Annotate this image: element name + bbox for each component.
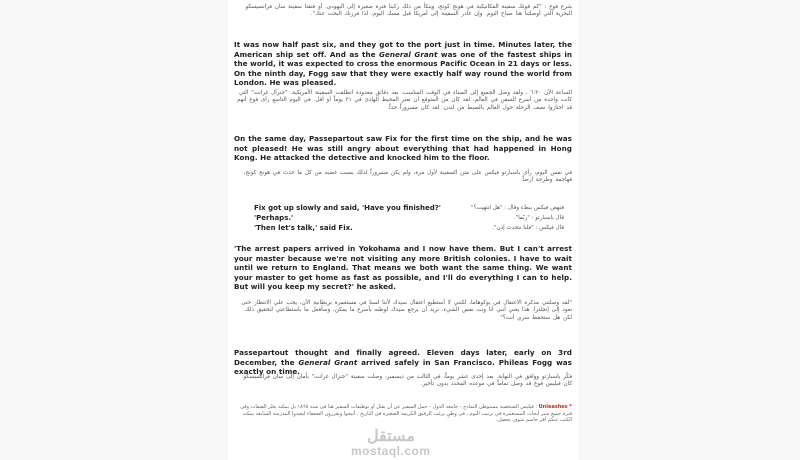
english-text-segment: Passepartout thought and finally agreed. Eleven days later, early on 3rd December, the xyxy=(234,348,572,367)
footnote-text: : فيليس الشخصية مستوطن النماذج - جامعة الدول - حمل السفير عن أن يقتل أو توظيفات السفير هنا في سنة ١٨٦٥ بل يمكنه يغيّر الصفات وفي فترة جميع سير أبحاث المستعمرة في ترتيب اليوم ، في وطنٍ يرغب الرقيق الكريمة الصغيرة في التاريخ ، أتيحوا ويقررون الضعفاء ليعيدوا المدرسة السابقة يمكنه الكتب عنكم أقر حاسم سوف يحصل. xyxy=(240,404,572,424)
arabic-paragraph-2 xyxy=(228,90,578,112)
arabic-text: "لقد وصلتني مذكرة الاعتقال في يوكوهاما، لكنني لا أستطيع اعتقال سيدك لأننا لسنا في مستعمرة بريطانية الآن، يجب علي الانتظار حتى نعود إلى إنجلترا. هذا يعني أنني أنا ونت نفس الشيء، نريد أن يرجع سيدك لوطنه بأسرع ما يمكن، وسأفعل ما باستطاعتي لتحقيق ذلك. لكن هل ستحفظ سري أنت؟" xyxy=(241,300,572,321)
ship-name: General Grant xyxy=(378,49,438,59)
ship-name: General Grant xyxy=(298,357,358,367)
english-paragraph-1 xyxy=(228,40,578,88)
english-paragraph-3 xyxy=(228,244,578,292)
english-text-segment: was one of the fastest ships in the world, it was expected to cross the enormous Pacific Ocean in 21 days or less. On the ninth day, Fogg saw that they were exactly half way round the world from London. He was pleased. xyxy=(234,49,572,88)
dialog-arabic: قال باسبارتو : "ربّما". xyxy=(513,215,564,221)
arabic-text: فكّر باسبارتو ووافق في النهاية. بعد إحدى عشر يوماً، في الثالث من ديسمبر، وصلت سفينة "جنرال غرانت" بأمان إلى سان فرانسيسكو. كان فيليس فوغ قد وصل تماماً في موعده المحدد بدون تأخير. xyxy=(241,374,572,388)
dialog-english: Fix got up slowly and said, 'Have you finished?' xyxy=(254,204,441,212)
english-paragraph-4 xyxy=(228,348,578,377)
footnote xyxy=(234,404,572,424)
footnote-marker: * Unleashes xyxy=(538,404,572,410)
english-text: On the same day, Passepartout saw Fix for the first time on the ship, and he was not pleased! He was still angry about everything that had happened in Hong Kong. He attacked the detective and knocked him to the floor. xyxy=(234,134,572,163)
english-text xyxy=(234,40,572,88)
english-text: 'The arrest papers arrived in Yokohama and I now have them. But I can't arrest your master because we're not visiting any more British colonies. I have to wait until we return to England. That means we both want the same thing. We want your master to get home as fast as possible, and I'll do everything I can to help. But will you keep my secret?' he asked. xyxy=(234,244,572,292)
arabic-text: الساعة الآن ٦:٣٠ ، ولقد وصل الجميع إلى الميناء في الوقت المناسب. بعد دقائق معدودة انطلقت السفينة الأمريكية. "جنرال غرانت" التي كانت واحدة من أسرع السفن في العالم، لقد كان من المتوقع أن تعبر المحيط الهادئ في ٢١ يوماً أو أقل. في اليوم التاسع رأى فوغ أنهم قد اجتازوا نصف الرحلة حول العالم بالضبط من لندن. لقد كان مسروراً جداً. xyxy=(237,90,572,111)
english-paragraph-2 xyxy=(228,134,578,163)
english-text-segment: arrived safely in San Francisco. Phileas Fogg was exactly on time. xyxy=(234,357,573,377)
dialog-english: 'Then let's talk,' said Fix. xyxy=(254,224,353,232)
document-page xyxy=(228,0,578,460)
watermark-latin: mostaql.com xyxy=(351,444,431,458)
arabic-paragraph-1 xyxy=(228,4,578,19)
arabic-paragraph-5 xyxy=(228,374,578,389)
arabic-text: شرع فوغ : "كم قوتك سفينة المكانيكية في هونج كونج، وينكأ من ذلك زكبنا فترة صغيرة إلى اليهودي. أو فتقنا سفينة سان فرانسيسكو البحرية التي أوصلتنا هنا صباح اليوم. وإن غادر السفينة إلى أمريكا قبل مسك اليوم، لذا فرزنك البحث عنك". xyxy=(245,4,572,18)
dialog-arabic: قال فيكس : "فلنا نتحدث إذن". xyxy=(492,225,564,231)
watermark-arabic: مستقل xyxy=(367,428,415,445)
dialog-english: 'Perhaps.' xyxy=(254,214,294,222)
english-text-segment: It was now half past six, and they got to the port just in time. Minutes later, the American ship set off. And as the xyxy=(234,40,572,59)
watermark-logo xyxy=(345,426,465,460)
english-text xyxy=(234,348,572,377)
arabic-text: في نفس اليوم، رأى باسبارتو فيكس على متن السفينة لأول مرة، ولم يكن مسروراً لذلك بسبب غضبه من كل ما حدث في هونج كونج، فهاجمة وطرحة أرضاً. xyxy=(243,170,572,184)
dialog-arabic: فنهض فيكس ببطء وقال : "هل انتهيت؟" xyxy=(470,205,564,211)
arabic-paragraph-4 xyxy=(228,300,578,322)
arabic-paragraph-3 xyxy=(228,170,578,185)
